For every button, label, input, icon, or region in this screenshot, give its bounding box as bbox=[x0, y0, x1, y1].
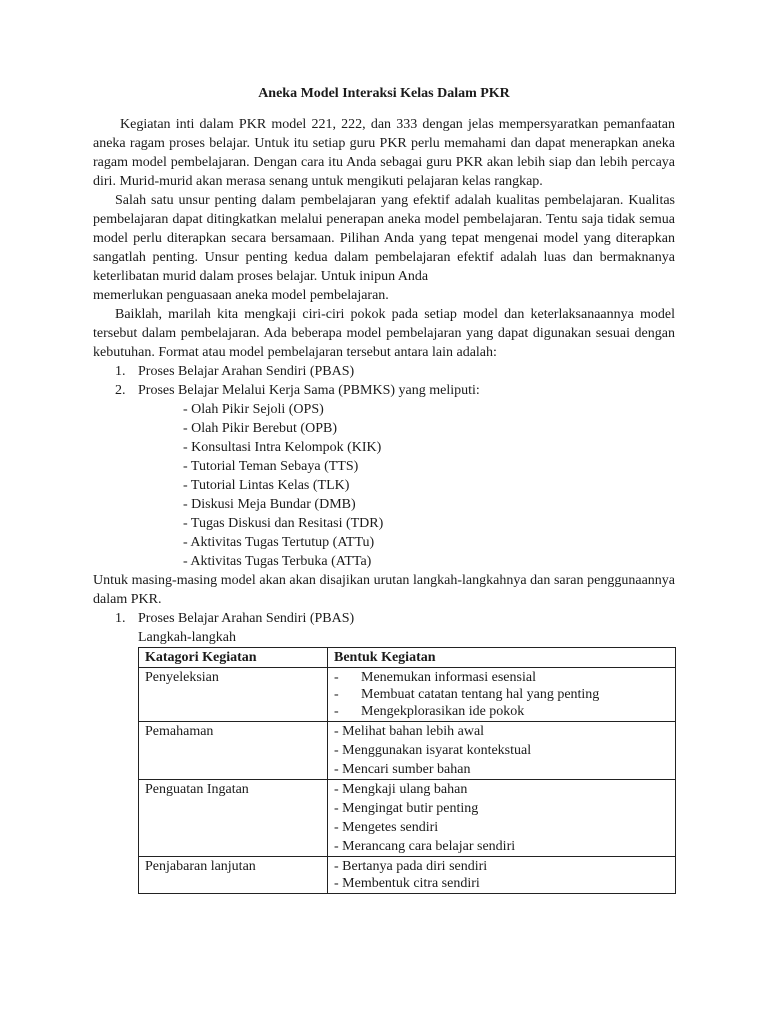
model-list-item bbox=[93, 362, 675, 381]
model-label: Proses Belajar Melalui Kerja Sama (PBMKS) yang meliputi: bbox=[138, 383, 480, 398]
model-list bbox=[93, 362, 675, 571]
activity-item: - Mengetes sendiri bbox=[334, 820, 439, 835]
section-list bbox=[93, 609, 675, 628]
activity-item: - Merancang cara belajar sendiri bbox=[334, 839, 516, 854]
activity-item: - Melihat bahan lebih awal bbox=[334, 724, 485, 739]
sub-model-list bbox=[138, 400, 675, 571]
table-header-category: Katagori Kegiatan bbox=[139, 648, 328, 668]
activity-item: - Mengingat butir penting bbox=[334, 801, 479, 816]
document-title: Aneka Model Interaksi Kelas Dalam PKR bbox=[258, 86, 510, 101]
sub-model-item: - Tutorial Lintas Kelas (TLK) bbox=[183, 478, 350, 493]
table-header-activity: Bentuk Kegiatan bbox=[328, 648, 676, 668]
table-header-row bbox=[139, 648, 676, 668]
activity-item: - Mencari sumber bahan bbox=[334, 762, 471, 777]
model-label: Proses Belajar Arahan Sendiri (PBAS) bbox=[138, 364, 355, 379]
sub-model-item: - Diskusi Meja Bundar (DMB) bbox=[183, 497, 356, 512]
sub-model-item: - Tugas Diskusi dan Resitasi (TDR) bbox=[183, 516, 384, 531]
dash-marker: - bbox=[334, 687, 339, 702]
model-list-item bbox=[93, 381, 675, 571]
table-cell-activities bbox=[328, 668, 676, 722]
table-cell-category: Penjabaran lanjutan bbox=[139, 857, 328, 894]
section-label: Proses Belajar Arahan Sendiri (PBAS) bbox=[138, 611, 355, 626]
activity-item: - Membentuk citra sendiri bbox=[334, 876, 480, 891]
document-page bbox=[93, 84, 675, 894]
dash-marker: - bbox=[334, 704, 339, 719]
activity-item bbox=[334, 669, 669, 686]
paragraph-intro: Kegiatan inti dalam PKR model 221, 222, dan 333 dengan jelas mempersyaratkan pemanfaatan aneka ragam proses belajar. Untuk itu setiap guru PKR perlu memahami dan dapat menerapkan aneka ragam model pembelajaran. Dengan cara itu Anda sebagai guru PKR akan lebih siap dan lebih percaya diri. Murid-murid akan merasa senang untuk mengikuti pelajaran kelas rangkap. bbox=[93, 117, 675, 189]
paragraph-steps-intro: Untuk masing-masing model akan akan disajikan urutan langkah-langkahnya dan saran penggunaannya dalam PKR. bbox=[93, 573, 675, 607]
dash-marker: - bbox=[334, 670, 339, 685]
activity-table bbox=[138, 647, 676, 894]
steps-label: Langkah-langkah bbox=[138, 630, 236, 645]
table-cell-activities bbox=[328, 722, 676, 780]
activity-text: Membuat catatan tentang hal yang penting bbox=[361, 687, 600, 702]
sub-model-item: - Konsultasi Intra Kelompok (KIK) bbox=[183, 440, 382, 455]
activity-item bbox=[334, 703, 669, 720]
table-cell-category: Penguatan Ingatan bbox=[139, 780, 328, 857]
table-cell-activities bbox=[328, 780, 676, 857]
table-row bbox=[139, 857, 676, 894]
list-number: 1. bbox=[115, 611, 126, 626]
paragraph-models-intro: Baiklah, marilah kita mengkaji ciri-ciri pokok pada setiap model dan keterlaksanaannya model tersebut dalam pembelajaran. Ada beberapa model pembelajaran yang dapat digunakan sesuai dengan kebutuhan. Format atau model pembelajaran tersebut antara lain adalah: bbox=[93, 307, 675, 360]
activity-item bbox=[334, 686, 669, 703]
sub-model-item: - Tutorial Teman Sebaya (TTS) bbox=[183, 459, 359, 474]
table-cell-category: Pemahaman bbox=[139, 722, 328, 780]
table-cell-activities bbox=[328, 857, 676, 894]
activity-item: - Menggunakan isyarat kontekstual bbox=[334, 743, 532, 758]
paragraph-quality: Salah satu unsur penting dalam pembelajaran yang efektif adalah kualitas pembelajaran. Kualitas pembelajaran dapat ditingkatkan melalui penerapan aneka model pembelajaran. Tentu saja tidak semua model perlu diterapkan secara bersamaan. Pilihan Anda yang tepat mengenai model yang diterapkan sangatlah penting. Unsur penting kedua dalam pembelajaran efektif adalah luas dan bermaknanya keterlibatan murid dalam proses belajar. Untuk inipun Anda bbox=[93, 193, 675, 284]
activity-text: Mengekplorasikan ide pokok bbox=[361, 704, 525, 719]
paragraph-quality-continued: memerlukan penguasaan aneka model pembelajaran. bbox=[93, 288, 389, 303]
sub-model-item: - Olah Pikir Berebut (OPB) bbox=[183, 421, 337, 436]
sub-model-item: - Olah Pikir Sejoli (OPS) bbox=[183, 402, 324, 417]
table-row bbox=[139, 722, 676, 780]
table-row bbox=[139, 780, 676, 857]
sub-model-item: - Aktivitas Tugas Terbuka (ATTa) bbox=[183, 554, 372, 569]
list-number: 2. bbox=[115, 383, 126, 398]
section-list-item bbox=[93, 609, 675, 628]
sub-model-item: - Aktivitas Tugas Tertutup (ATTu) bbox=[183, 535, 375, 550]
activity-item: - Mengkaji ulang bahan bbox=[334, 782, 468, 797]
activity-text: Menemukan informasi esensial bbox=[361, 670, 536, 685]
activity-item: - Bertanya pada diri sendiri bbox=[334, 859, 488, 874]
list-number: 1. bbox=[115, 364, 126, 379]
table-cell-category: Penyeleksian bbox=[139, 668, 328, 722]
table-row bbox=[139, 668, 676, 722]
